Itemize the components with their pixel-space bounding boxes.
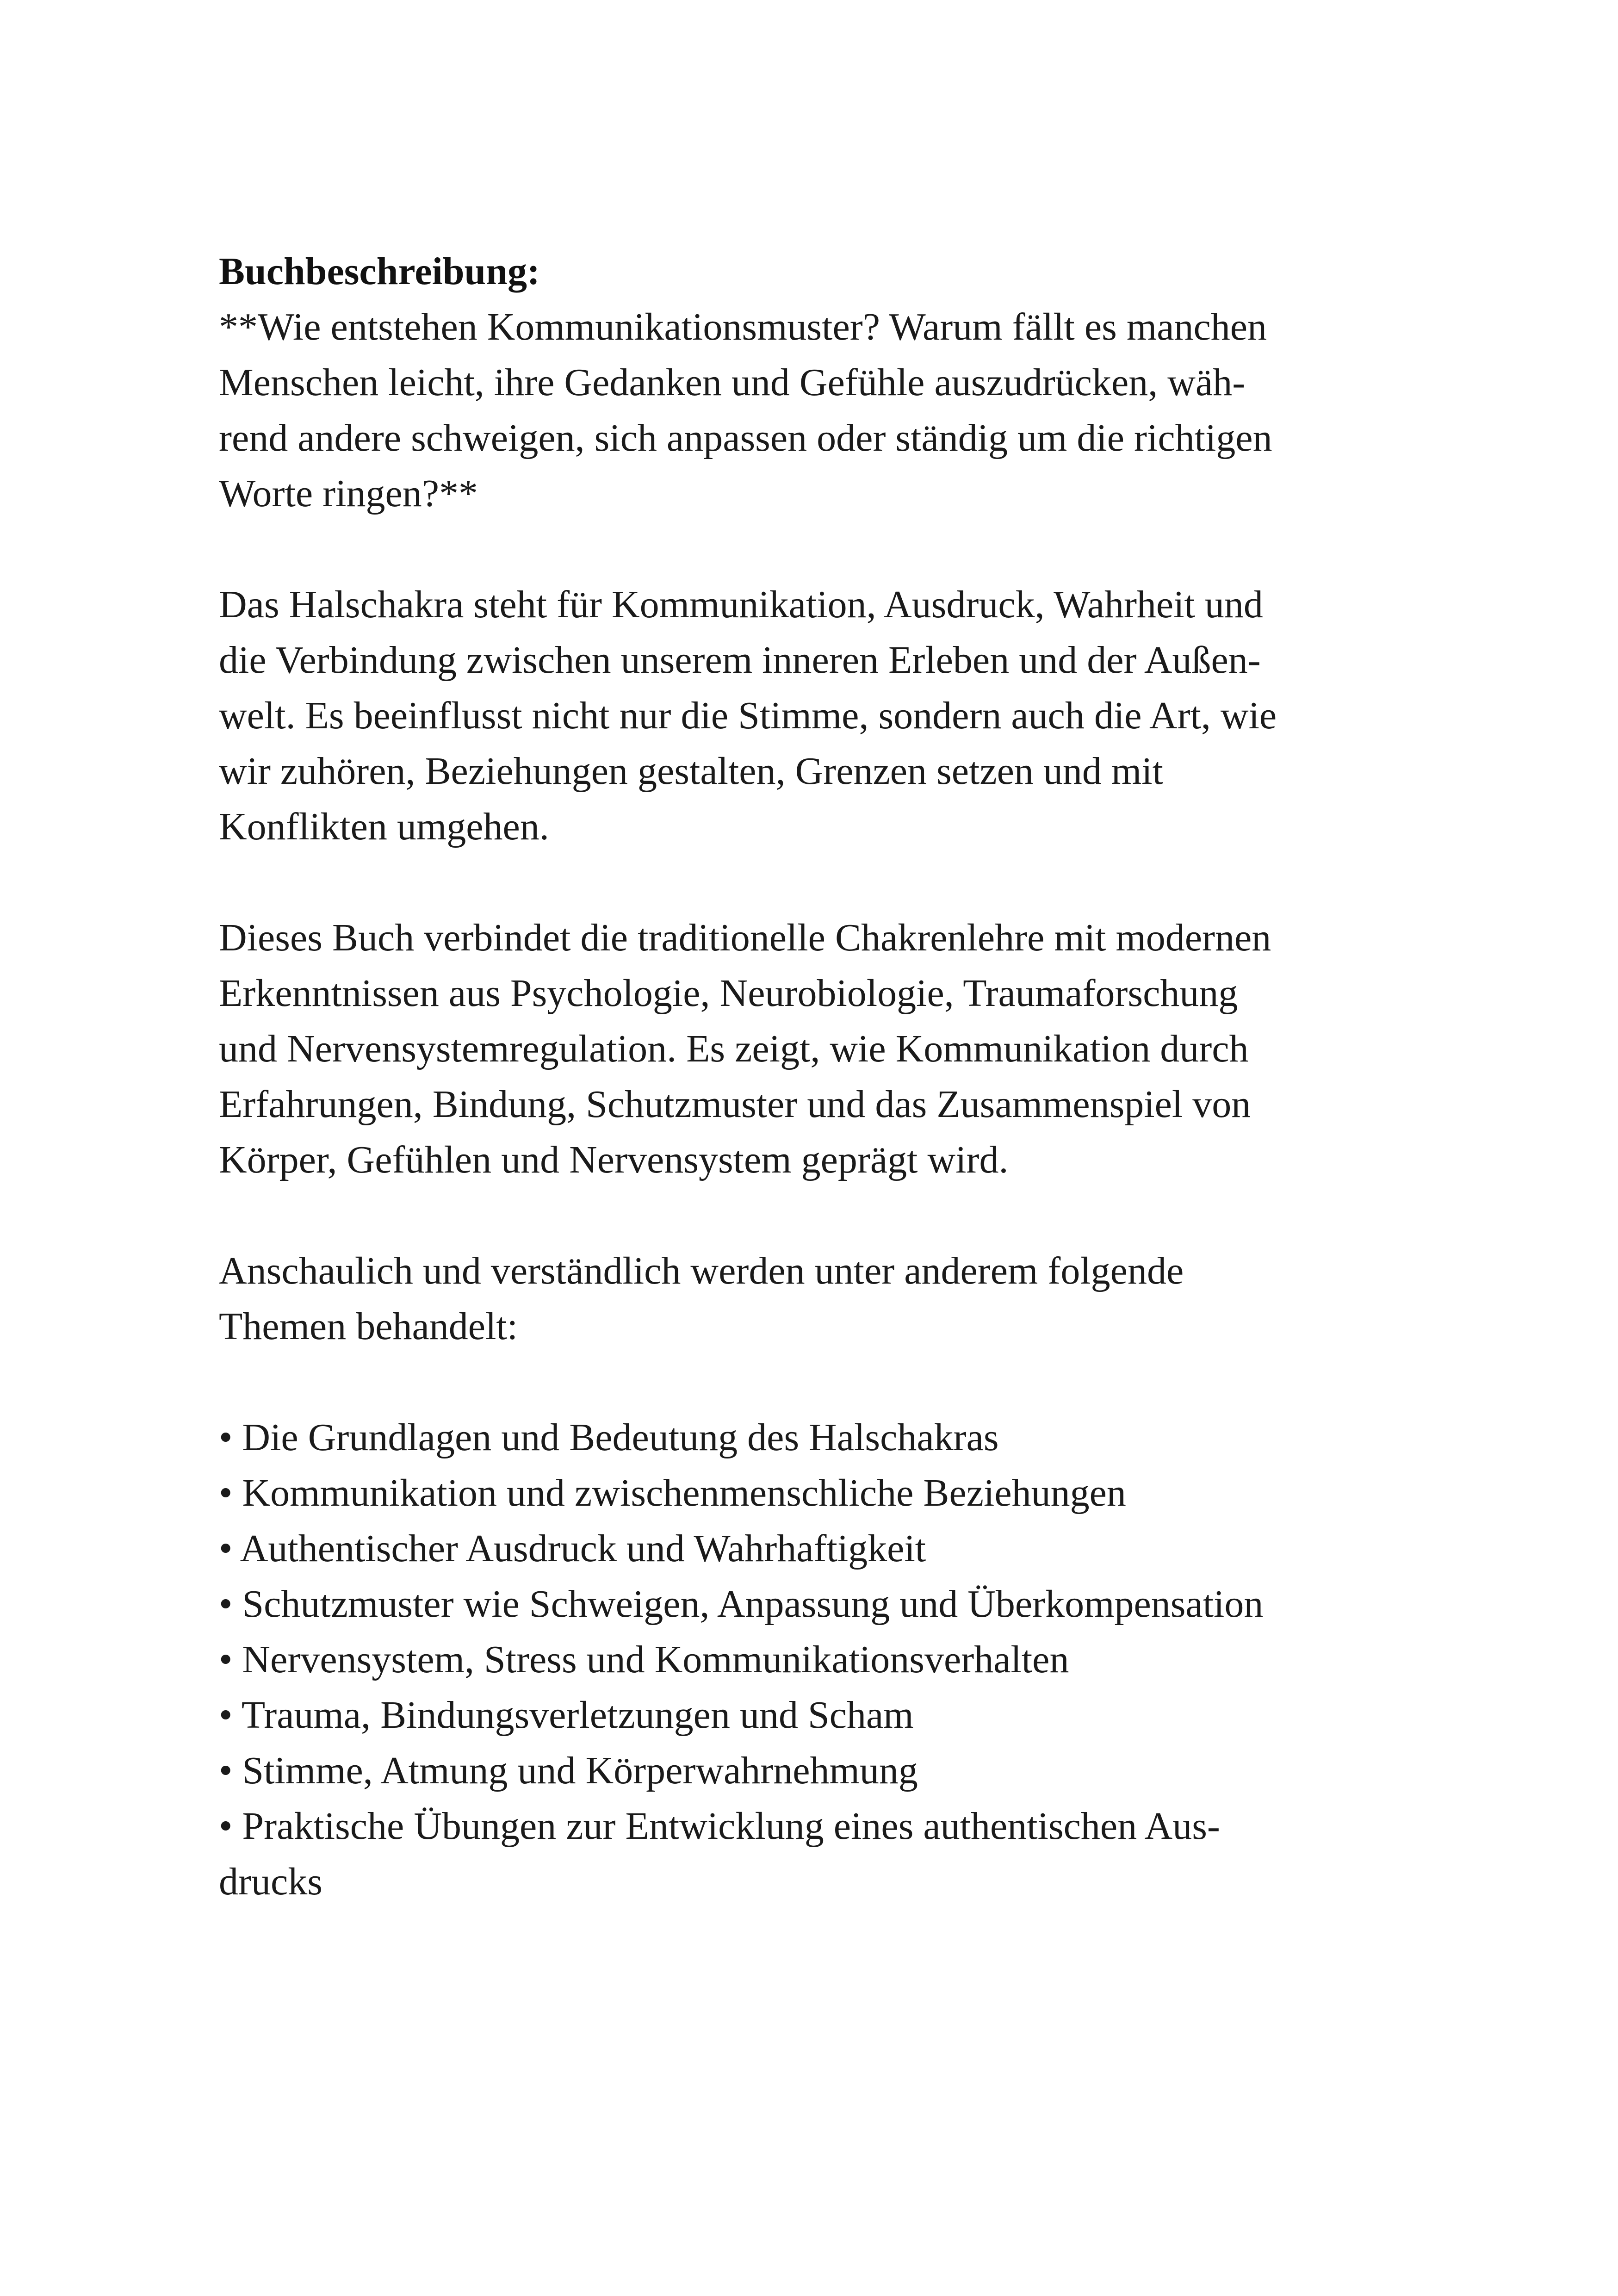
text-line: Konflikten umgehen. <box>219 805 549 848</box>
text-line: die Verbindung zwischen unserem inneren Erleben und der Außen- <box>219 639 1261 682</box>
text-line: Erkenntnissen aus Psychologie, Neurobiologie, Traumaforschung <box>219 972 1238 1015</box>
intro-question <box>219 299 1357 521</box>
list-item-continuation: drucks <box>219 1860 322 1903</box>
text-line: rend andere schweigen, sich anpassen oder ständig um die richtigen <box>219 416 1272 459</box>
text-line: Themen behandelt: <box>219 1305 518 1348</box>
text-line: Worte ringen?** <box>219 472 478 515</box>
heading: Buchbeschreibung: <box>219 250 540 293</box>
paragraph-halschakra <box>219 577 1357 855</box>
list-item: • Schutzmuster wie Schweigen, Anpassung und Überkompensation <box>219 1582 1264 1626</box>
text-line: welt. Es beeinflusst nicht nur die Stimme, sondern auch die Art, wie <box>219 694 1277 737</box>
list-item: • Nervensystem, Stress und Kommunikationsverhalten <box>219 1638 1069 1681</box>
book-description <box>219 244 1357 1910</box>
text-line: Anschaulich und verständlich werden unter anderem folgende <box>219 1249 1184 1292</box>
paragraph-book-approach <box>219 910 1357 1188</box>
list-item: • Kommunikation und zwischenmenschliche Beziehungen <box>219 1471 1126 1514</box>
list-item: • Trauma, Bindungsverletzungen und Scham <box>219 1694 914 1737</box>
text-line: Erfahrungen, Bindung, Schutzmuster und das Zusammenspiel von <box>219 1083 1251 1126</box>
paragraph-topics-intro <box>219 1243 1357 1354</box>
text-line: Menschen leicht, ihre Gedanken und Gefühle auszudrücken, wäh- <box>219 361 1246 404</box>
list-item: • Die Grundlagen und Bedeutung des Halschakras <box>219 1416 999 1459</box>
list-item: • Authentischer Ausdruck und Wahrhaftigkeit <box>219 1527 926 1570</box>
list-item: • Stimme, Atmung und Körperwahrnehmung <box>219 1749 918 1792</box>
text-line: Dieses Buch verbindet die traditionelle Chakrenlehre mit modernen <box>219 916 1271 959</box>
text-line: **Wie entstehen Kommunikationsmuster? Warum fällt es manchen <box>219 305 1267 348</box>
text-line: Körper, Gefühlen und Nervensystem geprägt wird. <box>219 1138 1009 1181</box>
text-line: und Nervensystemregulation. Es zeigt, wie Kommunikation durch <box>219 1027 1249 1070</box>
list-item: • Praktische Übungen zur Entwicklung eines authentischen Aus- <box>219 1805 1220 1848</box>
text-line: Das Halschakra steht für Kommunikation, Ausdruck, Wahrheit und <box>219 583 1263 626</box>
text-line: wir zuhören, Beziehungen gestalten, Grenzen setzen und mit <box>219 750 1163 793</box>
topics-list <box>219 1410 1357 1910</box>
